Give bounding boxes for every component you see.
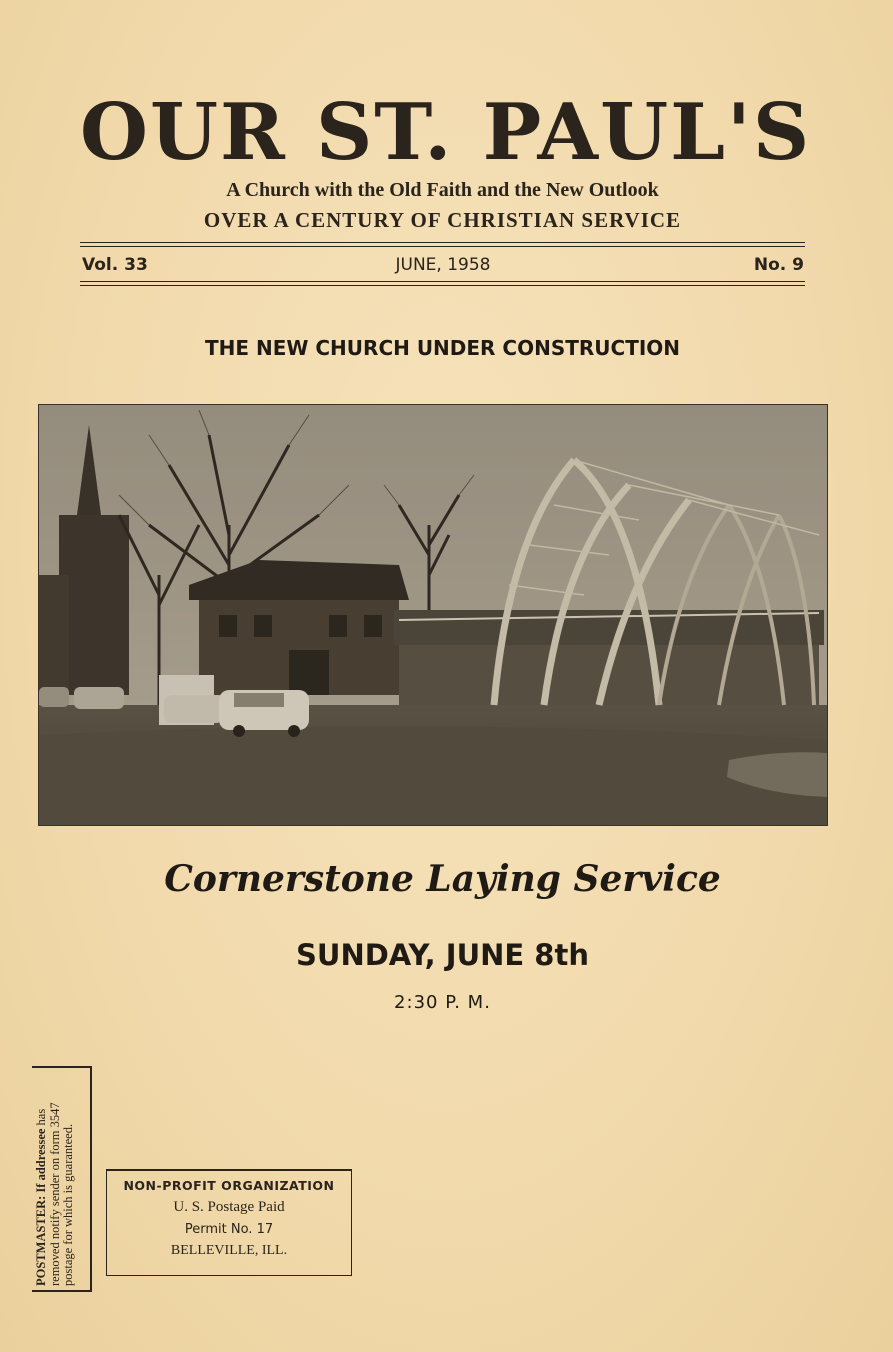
tagline: A Church with the Old Faith and the New Outlook: [226, 179, 659, 201]
issue-volume: Vol. 33: [82, 255, 148, 275]
top-rule-2: [80, 246, 805, 247]
postmaster-notice-body: has removed notify sender on form 3547 postage for which is guaranteed.: [34, 1102, 75, 1286]
issue-info-row: [82, 255, 804, 281]
postmaster-notice-lead: POSTMASTER: If addressee: [34, 1128, 48, 1286]
issue-date: JUNE, 1958: [395, 255, 491, 275]
event-title: Cornerstone Laying Service: [164, 858, 721, 900]
top-rule-1: [80, 242, 805, 243]
subtagline: OVER A CENTURY OF CHRISTIAN SERVICE: [203, 208, 682, 232]
bottom-rule-2: [80, 285, 805, 286]
postage-permit-box: [106, 1169, 352, 1276]
issue-number: No. 9: [753, 255, 804, 275]
event-time: 2:30 P. M.: [394, 992, 491, 1013]
postmaster-notice-box: [32, 1066, 92, 1292]
permit-line-3: Permit No. 17: [184, 1222, 274, 1237]
permit-line-1: NON-PROFIT ORGANIZATION: [123, 1178, 335, 1193]
bottom-rule-1: [80, 281, 805, 282]
church-construction-photo: [38, 404, 828, 826]
headline: THE NEW CHURCH UNDER CONSTRUCTION: [204, 336, 681, 360]
permit-line-4: BELLEVILLE, ILL.: [170, 1243, 288, 1258]
permit-line-2: U. S. Postage Paid: [173, 1199, 285, 1215]
masthead-title: OUR ST. PAUL'S: [80, 87, 812, 178]
postmaster-notice: [35, 1070, 89, 1286]
event-date: SUNDAY, JUNE 8th: [296, 938, 589, 972]
